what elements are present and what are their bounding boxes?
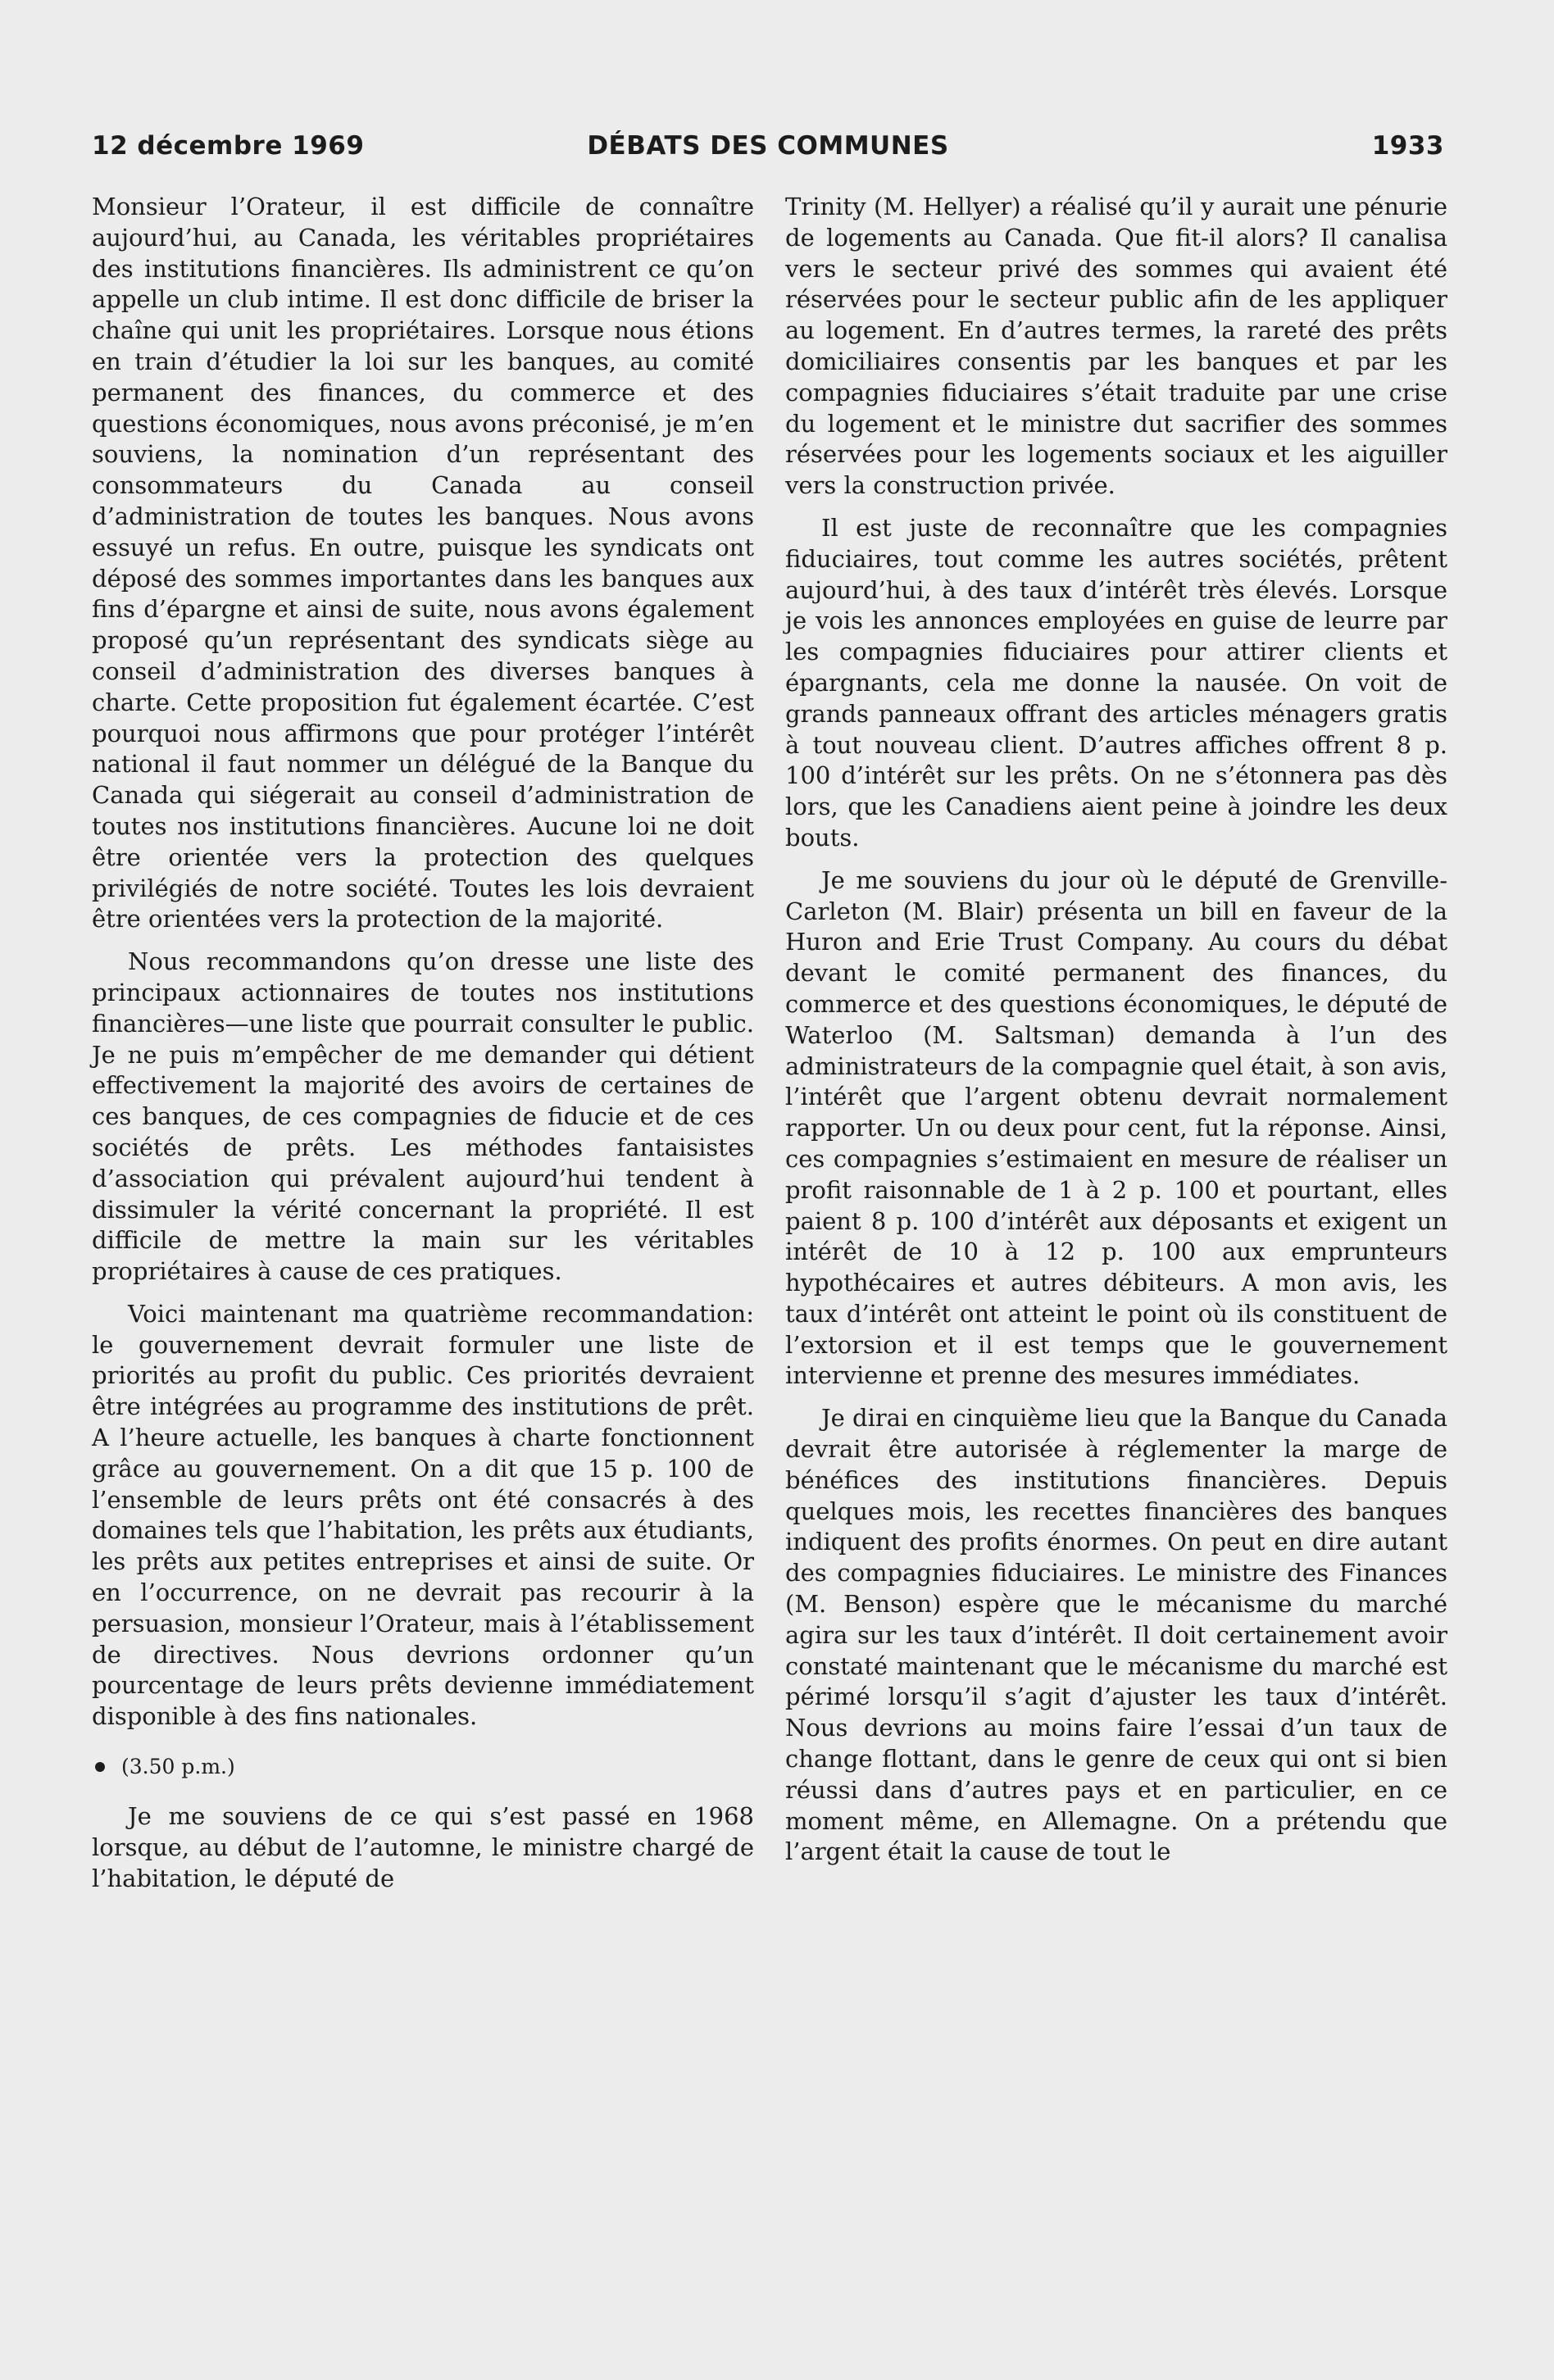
paragraph: Monsieur l’Orateur, il est difficile de connaître aujourd’hui, au Canada, les véritables propriétaires des institutions financières. Ils administrent ce qu’on appelle un club intime. Il est donc difficile de briser la chaîne qui unit les propriétaires. Lorsque nous étions en train d’étudier la loi sur les banques, au comité permanent des finances, du commerce et des questions économiques, nous avons préconisé, je m’en souviens, la nomination d’un représentant des consommateurs du Canada au conseil d’administration de toutes les banques. Nous avons essuyé un refus. En outre, puisque les syndicats ont déposé des sommes importantes dans les banques aux fins d’épargne et ainsi de suite, nous avons également proposé qu’un représentant des syndicats siège au conseil d’administration des diverses banques à charte. Cette proposition fut également écartée. C’est pourquoi nous affirmons que pour protéger l’intérêt national il faut nommer un délégué de la Banque du Canada qui siégerait au conseil d’administration de toutes nos institutions financières. Aucune loi ne doit être orientée vers la protection des quelques privilégiés de notre société. Toutes les lois devraient être orientées vers la protection de la majorité. bbox=[92, 193, 754, 933]
paragraph: Je dirai en cinquième lieu que la Banque du Canada devrait être autorisée à réglementer la marge de bénéfices des institutions financières. Depuis quelques mois, les recettes financières des banques indiquent des profits énormes. On peut en dire autant des compagnies fiduciaires. Le ministre des Finances (M. Benson) espère que le mécanisme du marché agira sur les taux d’intérêt. Il doit certainement avoir constaté maintenant que le mécanisme du marché est périmé lorsqu’il s’agit d’ajuster les taux d’intérêt. Nous devrions au moins faire l’essai d’un taux de change flottant, dans le genre de ceux qui ont si bien réussi dans d’autres pays et en particulier, en ce moment même, en Allemagne. On a prétendu que l’argent était la cause de tout le bbox=[785, 1404, 1447, 1866]
paragraph: Nous recommandons qu’on dresse une liste des principaux actionnaires de toutes nos institutions financières—une liste que pourrait consulter le public. Je ne puis m’empêcher de me demander qui détient effectivement la majorité des avoirs de certaines de ces banques, de ces compagnies de fiducie et de ces sociétés de prêts. Les méthodes fantaisistes d’association qui prévalent aujourd’hui tendent à dissimuler la vérité concernant la propriété. Il est difficile de mettre la main sur les véritables propriétaires à cause de ces pratiques. bbox=[92, 947, 754, 1286]
right-column bbox=[785, 192, 1447, 1879]
header-date: 12 décembre 1969 bbox=[92, 131, 365, 161]
time-marker bbox=[92, 1754, 754, 1780]
paragraph: Voici maintenant ma quatrième recommandation: le gouvernement devrait formuler une liste de priorités au profit du public. Ces priorités devraient être intégrées au programme des institutions de prêt. A l’heure actuelle, les banques à charte fonctionnent grâce au gouvernement. On a dit que 15 p. 100 de l’ensemble de leurs prêts ont été consacrés à des domaines tels que l’habitation, les prêts aux étudiants, les prêts aux petites entreprises et ainsi de suite. Or en l’occurrence, on ne devrait pas recourir à la persuasion, monsieur l’Orateur, mais à l’établissement de directives. Nous devrions ordonner qu’un pourcentage de leurs prêts devienne immédiatement disponible à des fins nationales. bbox=[92, 1299, 754, 1731]
bullet-icon bbox=[95, 1762, 105, 1772]
time-marker-text: (3.50 p.m.) bbox=[121, 1755, 235, 1779]
header-title: DÉBATS DES COMMUNES bbox=[587, 131, 949, 161]
paragraph: Je me souviens du jour où le député de Grenville-Carleton (M. Blair) présenta un bill en faveur de la Huron and Erie Trust Company. Au cours du débat devant le comité permanent des finances, du commerce et des questions économiques, le député de Waterloo (M. Saltsman) demanda à l’un des administrateurs de la compagnie quel était, à son avis, l’intérêt que l’argent obtenu devrait normalement rapporter. Un ou deux pour cent, fut la réponse. Ainsi, ces compagnies s’estimaient en mesure de réaliser un profit raisonnable de 1 à 2 p. 100 et pourtant, elles paient 8 p. 100 d’intérêt aux déposants et exigent un intérêt de 10 à 12 p. 100 aux emprunteurs hypothécaires et autres débiteurs. A mon avis, les taux d’intérêt ont atteint le point où ils constituent de l’extorsion et il est temps que le gouvernement intervienne et prenne des mesures immédiates. bbox=[785, 865, 1447, 1390]
paragraph: Je me souviens de ce qui s’est passé en 1968 lorsque, au début de l’automne, le ministre chargé de l’habitation, le député de bbox=[92, 1802, 754, 1892]
left-column bbox=[92, 192, 754, 1905]
paragraph: Il est juste de reconnaître que les compagnies fiduciaires, tout comme les autres sociétés, prêtent aujourd’hui, à des taux d’intérêt très élevés. Lorsque je vois les annonces employées en guise de leurre par les compagnies fiduciaires pour attirer clients et épargnants, cela me donne la nausée. On voit de grands panneaux offrant des articles ménagers gratis à tout nouveau client. D’autres affiches offrent 8 p. 100 d’intérêt sur les prêts. On ne s’étonnera pas dès lors, que les Canadiens aient peine à joindre les deux bouts. bbox=[785, 513, 1447, 852]
page-number: 1933 bbox=[1371, 131, 1444, 161]
page-header bbox=[92, 131, 1444, 172]
paragraph-continuation: Trinity (M. Hellyer) a réalisé qu’il y aurait une pénurie de logements au Canada. Que fit-il alors? Il canalisa vers le secteur privé des sommes qui avaient été réservées pour le secteur public afin de les appliquer au logement. En d’autres termes, la rareté des prêts domiciliaires consentis par les banques et par les compagnies fiduciaires s’était traduite par une crise du logement et le ministre dut sacrifier des sommes réservées pour les logements sociaux et les aiguiller vers la construction privée. bbox=[785, 193, 1447, 500]
